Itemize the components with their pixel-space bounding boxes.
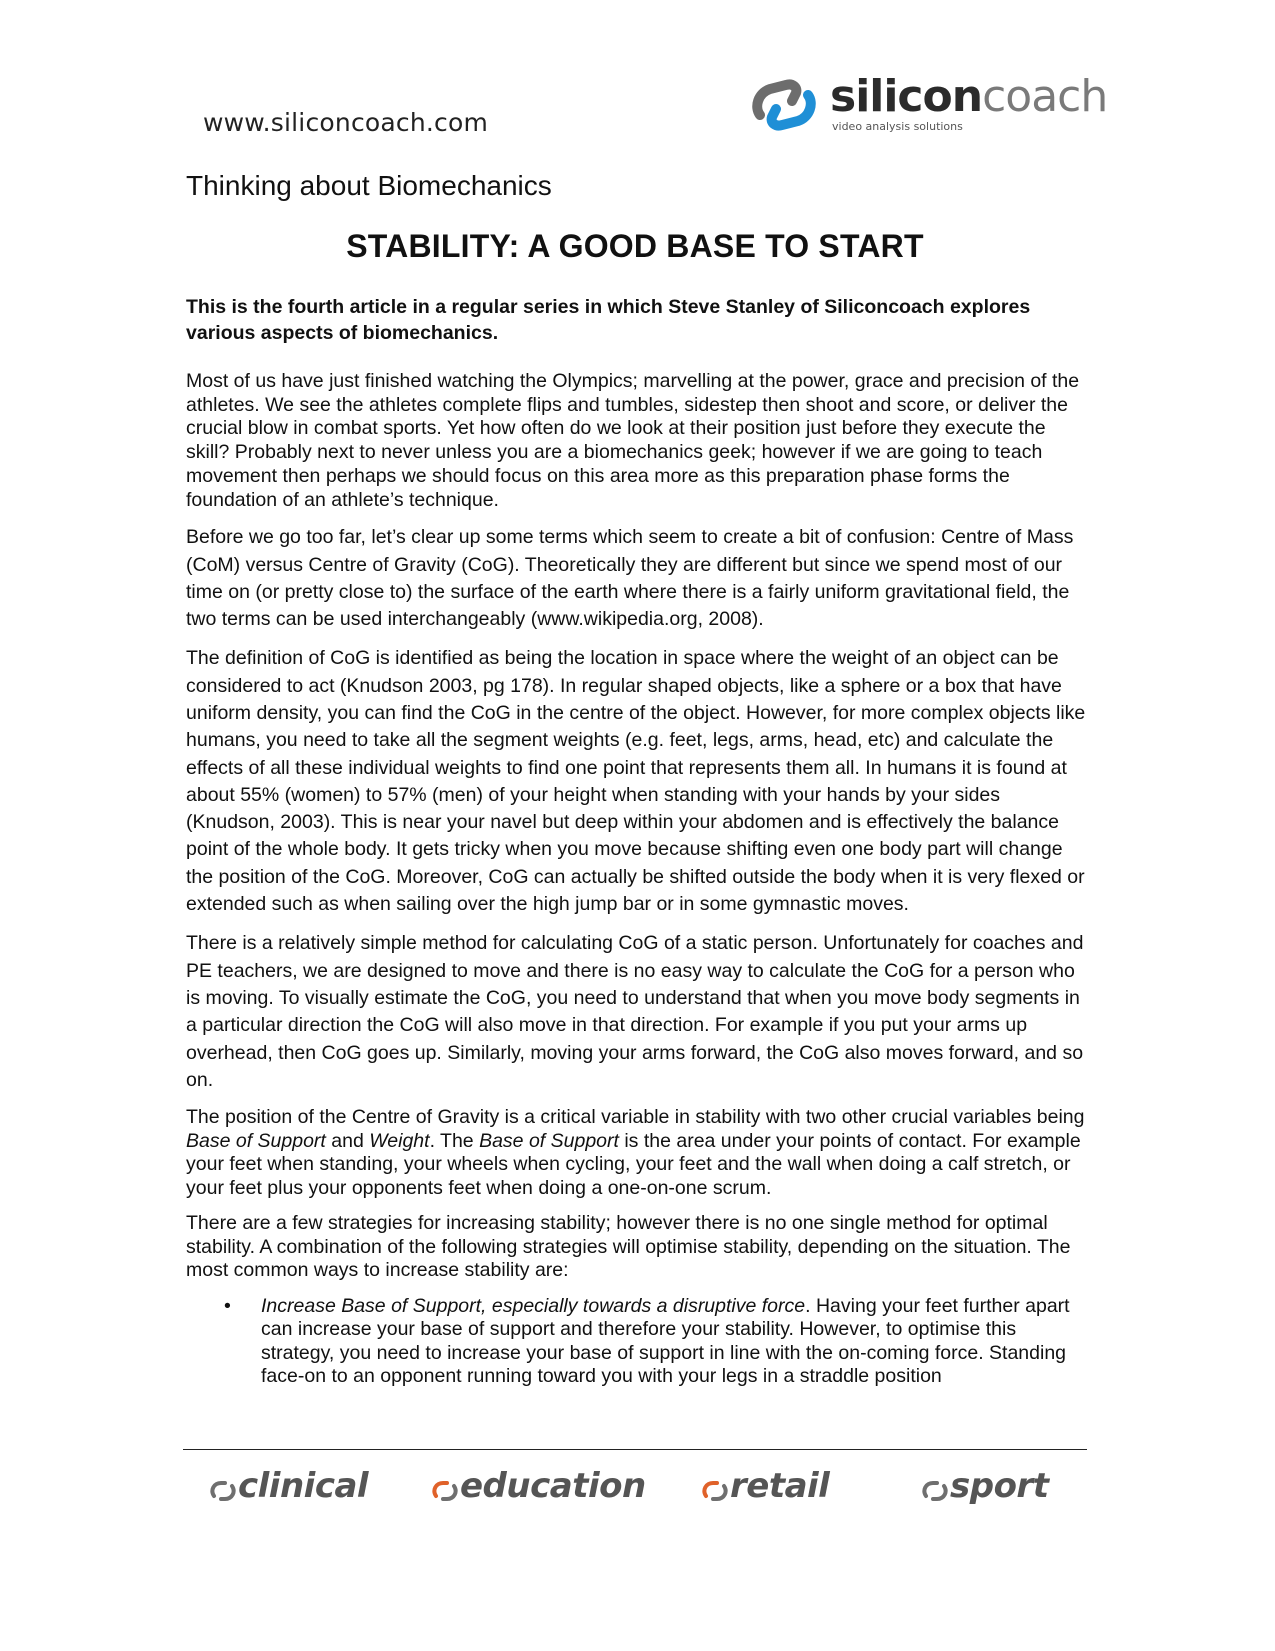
p5-term-base-of-support: Base of Support (186, 1129, 326, 1152)
article-lead: This is the fourth article in a regular series in which Steve Stanley of Siliconcoach explores various aspects of biomechanics. (186, 296, 1031, 344)
p5-text-a: The position of the Centre of Gravity is a critical variable in stability with two other crucial variables being (186, 1106, 1085, 1129)
p5-text-g: is the area under your points of contact. For example your feet when standing, your wheels when cycling, your feet and the wall when doing a calf stretch, or your feet plus your opponents feet when doing a one-on-one scrum. (186, 1129, 1081, 1199)
swirl-icon (210, 1480, 236, 1502)
site-url[interactable]: www.siliconcoach.com (203, 108, 489, 137)
paragraph-base-of-support (186, 1106, 1091, 1200)
logo-word-light: coach (982, 71, 1108, 122)
siliconcoach-logo (752, 71, 1108, 135)
paragraph-strategies: There are a few strategies for increasing stability; however there is no one single method for optimal stability. A combination of the following strategies will optimise stability, depending on the situation. The most common ways to increase stability are: (186, 1212, 1071, 1282)
article-title: STABILITY: A GOOD BASE TO START (346, 228, 924, 264)
footer-brand-strip (210, 1466, 1050, 1516)
p5-text-c: and (325, 1129, 370, 1152)
footer-label-sport: sport (950, 1466, 1049, 1506)
p5-text-e: . The (429, 1129, 480, 1152)
logo-tagline: video analysis solutions (832, 120, 963, 133)
p5-term-base-of-support-2: Base of Support (479, 1129, 619, 1152)
footer-label-clinical: clinical (238, 1466, 369, 1506)
paragraph-terms: Before we go too far, let’s clear up some terms which seem to create a bit of confusion: Centre of Mass (CoM) versus Centre of Gravity (CoG). Theoretically they are different but since we spend most of our time on (or pretty close to) the surface of the earth where there is a fairly uniform gravitational field, the two terms can be used interchangeably (www.wikipedia.org, 2008). (186, 526, 1074, 631)
swirl-icon (432, 1480, 458, 1502)
article-body (186, 370, 1091, 1389)
bullet-lead: Increase Base of Support, especially towards a disruptive force (261, 1294, 806, 1317)
swirl-icon (922, 1480, 948, 1502)
series-heading: Thinking about Biomechanics (186, 170, 552, 201)
footer-label-education: education (460, 1466, 646, 1506)
logo-word-dark: silicon (830, 71, 983, 122)
swirl-icon (702, 1480, 728, 1502)
footer-label-retail: retail (730, 1466, 830, 1506)
paragraph-olympics: Most of us have just finished watching the Olympics; marvelling at the power, grace and precision of the athletes. We see the athletes complete flips and tumbles, sidestep then shoot and score, or deliver the crucial blow in combat sports. Yet how often do we look at their position just before they execute the skill? Probably next to never unless you are a biomechanics geek; however if we are going to teach movement then perhaps we should focus on this area more as this preparation phase forms the foundation of an athlete’s technique. (186, 370, 1080, 511)
list-item (186, 1295, 1091, 1389)
footer-divider (183, 1449, 1087, 1450)
bullet-icon: • (224, 1294, 231, 1317)
siliconcoach-logo-icon (752, 77, 816, 133)
logo-wordmark (830, 71, 1107, 122)
paragraph-cog-definition: The definition of CoG is identified as being the location in space where the weight of an object can be considered to act (Knudson 2003, pg 178). In regular shaped objects, like a sphere or a box that have uniform density, you can find the CoG in the centre of the object. However, for more complex objects like humans, you need to take all the segment weights (e.g. feet, legs, arms, head, etc) and calculate the effects of all these individual weights to find one point that represents them all. In humans it is found at about 55% (women) to 57% (men) of your height when standing with your hands by your sides (Knudson, 2003). This is near your navel but deep within your abdomen and is effectively the balance point of the whole body. It gets tricky when you move because shifting even one body part will change the position of the CoG. Moreover, CoG can actually be shifted outside the body when it is very flexed or extended such as when sailing over the high jump bar or in some gymnastic moves. (186, 647, 1086, 916)
p5-term-weight: Weight (369, 1129, 430, 1152)
paragraph-cog-estimate: There is a relatively simple method for calculating CoG of a static person. Unfortunately for coaches and PE teachers, we are designed to move and there is no easy way to calculate the CoG for a person who is moving. To visually estimate the CoG, you need to understand that when you move body segments in a particular direction the CoG will also move in that direction. For example if you put your arms up overhead, then CoG goes up. Similarly, moving your arms forward, the CoG also moves forward, and so on. (186, 932, 1084, 1091)
bullet-text: . Having your feet further apart can increase your base of support and therefore your stability. However, to optimise this strategy, you need to increase your base of support in line with the on-coming force. Standing face-on to an opponent running toward you with your legs in a straddle position (261, 1294, 1070, 1388)
